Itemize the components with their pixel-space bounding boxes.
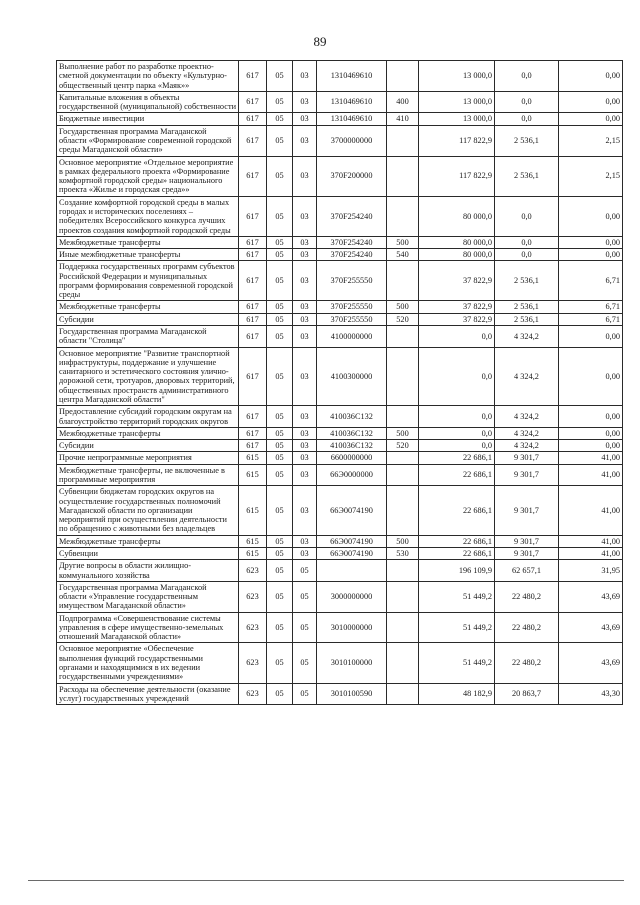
cell-vr [387, 643, 419, 683]
table-row [57, 249, 623, 261]
cell-name: Предоставление субсидий городским округам на благоустройство территорий городских округов [57, 406, 239, 428]
cell-plan: 0,0 [419, 427, 495, 439]
table-row [57, 464, 623, 486]
cell-vr: 400 [387, 91, 419, 113]
cell-adm: 615 [239, 464, 267, 486]
cell-plan: 51 449,2 [419, 643, 495, 683]
cell-rz: 05 [267, 581, 293, 612]
cell-csr: 6600000000 [317, 452, 387, 464]
cell-fact: 0,0 [495, 249, 559, 261]
cell-vr [387, 581, 419, 612]
page-number: 89 [313, 34, 327, 49]
table-row [57, 452, 623, 464]
cell-name: Межбюджетные трансферты [57, 301, 239, 313]
cell-csr: 370F200000 [317, 156, 387, 196]
cell-adm: 617 [239, 347, 267, 406]
cell-adm: 623 [239, 612, 267, 643]
cell-csr: 3010100590 [317, 683, 387, 705]
cell-vr: 540 [387, 249, 419, 261]
cell-plan: 51 449,2 [419, 612, 495, 643]
cell-adm: 617 [239, 313, 267, 325]
cell-pct: 31,95 [559, 560, 623, 582]
cell-vr [387, 156, 419, 196]
table-row [57, 486, 623, 535]
cell-name: Основное мероприятие «Отдельное мероприятие в рамках федерального проекта «Формирование комфортной городской среды» национального проекта «Жилье и городская среда»» [57, 156, 239, 196]
cell-pr: 05 [293, 581, 317, 612]
cell-csr: 410036С132 [317, 406, 387, 428]
cell-pct: 41,00 [559, 547, 623, 559]
cell-pr: 03 [293, 61, 317, 92]
cell-rz: 05 [267, 113, 293, 125]
cell-plan: 0,0 [419, 406, 495, 428]
cell-plan: 22 686,1 [419, 464, 495, 486]
cell-pct: 2,15 [559, 156, 623, 196]
cell-adm: 617 [239, 61, 267, 92]
cell-rz: 05 [267, 406, 293, 428]
table-row [57, 313, 623, 325]
table-row [57, 326, 623, 348]
table-row [57, 406, 623, 428]
cell-vr [387, 326, 419, 348]
cell-fact: 9 301,7 [495, 452, 559, 464]
cell-csr: 3000000000 [317, 581, 387, 612]
cell-vr [387, 61, 419, 92]
cell-fact: 22 480,2 [495, 643, 559, 683]
cell-pct: 2,15 [559, 125, 623, 156]
cell-rz: 05 [267, 196, 293, 236]
cell-name: Субсидии [57, 313, 239, 325]
cell-plan: 0,0 [419, 326, 495, 348]
cell-fact: 2 536,1 [495, 156, 559, 196]
table-row [57, 301, 623, 313]
cell-rz: 05 [267, 61, 293, 92]
cell-adm: 617 [239, 249, 267, 261]
cell-rz: 05 [267, 249, 293, 261]
cell-vr: 500 [387, 236, 419, 248]
cell-pr: 03 [293, 91, 317, 113]
cell-rz: 05 [267, 261, 293, 301]
table-row [57, 156, 623, 196]
cell-fact: 0,0 [495, 91, 559, 113]
cell-plan: 22 686,1 [419, 535, 495, 547]
cell-fact: 0,0 [495, 61, 559, 92]
cell-adm: 617 [239, 326, 267, 348]
cell-fact: 20 863,7 [495, 683, 559, 705]
cell-pct: 0,00 [559, 91, 623, 113]
cell-name: Другие вопросы в области жилищно-коммунального хозяйства [57, 560, 239, 582]
cell-fact: 4 324,2 [495, 440, 559, 452]
cell-vr: 520 [387, 313, 419, 325]
cell-name: Капитальные вложения в объекты государственной (муниципальной) собственности [57, 91, 239, 113]
cell-pr: 03 [293, 535, 317, 547]
cell-name: Поддержка государственных программ субъектов Российской Федерации и муниципальных программ формирования современной городской среды [57, 261, 239, 301]
cell-adm: 617 [239, 427, 267, 439]
cell-fact: 9 301,7 [495, 464, 559, 486]
cell-adm: 623 [239, 581, 267, 612]
cell-adm: 615 [239, 486, 267, 535]
cell-csr: 370F254240 [317, 196, 387, 236]
cell-name: Основное мероприятие "Развитие транспортной инфраструктуры, поддержание и улучшение санитарного и эстетического состояния улично-дорожной сети, тротуаров, дворовых территорий, общественных пространств административного центра Магаданской области" [57, 347, 239, 406]
cell-pr: 03 [293, 406, 317, 428]
cell-rz: 05 [267, 535, 293, 547]
cell-fact: 9 301,7 [495, 535, 559, 547]
table-row [57, 261, 623, 301]
cell-adm: 623 [239, 643, 267, 683]
cell-adm: 617 [239, 125, 267, 156]
cell-adm: 617 [239, 406, 267, 428]
cell-rz: 05 [267, 326, 293, 348]
cell-vr: 530 [387, 547, 419, 559]
cell-fact: 9 301,7 [495, 547, 559, 559]
cell-rz: 05 [267, 313, 293, 325]
cell-pr: 05 [293, 683, 317, 705]
cell-pr: 05 [293, 560, 317, 582]
cell-plan: 37 822,9 [419, 261, 495, 301]
cell-fact: 4 324,2 [495, 326, 559, 348]
cell-plan: 48 182,9 [419, 683, 495, 705]
cell-plan: 22 686,1 [419, 547, 495, 559]
table-row [57, 683, 623, 705]
cell-plan: 37 822,9 [419, 301, 495, 313]
cell-pct: 6,71 [559, 313, 623, 325]
cell-rz: 05 [267, 683, 293, 705]
cell-rz: 05 [267, 91, 293, 113]
cell-pr: 03 [293, 236, 317, 248]
cell-fact: 2 536,1 [495, 261, 559, 301]
cell-plan: 117 822,9 [419, 125, 495, 156]
cell-pr: 03 [293, 301, 317, 313]
cell-vr [387, 452, 419, 464]
cell-csr: 1310469610 [317, 61, 387, 92]
cell-fact: 62 657,1 [495, 560, 559, 582]
cell-name: Иные межбюджетные трансферты [57, 249, 239, 261]
cell-plan: 22 686,1 [419, 452, 495, 464]
cell-vr: 500 [387, 535, 419, 547]
cell-pct: 43,69 [559, 612, 623, 643]
cell-rz: 05 [267, 156, 293, 196]
cell-rz: 05 [267, 547, 293, 559]
cell-pct: 6,71 [559, 261, 623, 301]
cell-vr [387, 464, 419, 486]
cell-adm: 623 [239, 683, 267, 705]
cell-plan: 0,0 [419, 440, 495, 452]
cell-csr: 370F255550 [317, 301, 387, 313]
cell-fact: 2 536,1 [495, 313, 559, 325]
cell-vr [387, 196, 419, 236]
cell-name: Выполнение работ по разработке проектно-сметной документации по объекту «Культурно-общественный центр парка «Маяк»» [57, 61, 239, 92]
table-row [57, 547, 623, 559]
cell-adm: 623 [239, 560, 267, 582]
cell-vr [387, 560, 419, 582]
cell-pct: 41,00 [559, 535, 623, 547]
cell-fact: 9 301,7 [495, 486, 559, 535]
cell-name: Межбюджетные трансферты, не включенные в программные мероприятия [57, 464, 239, 486]
cell-fact: 4 324,2 [495, 347, 559, 406]
cell-name: Субсидии [57, 440, 239, 452]
table-row [57, 560, 623, 582]
cell-pr: 05 [293, 643, 317, 683]
cell-name: Подпрограмма «Совершенствование системы управления в сфере имущественно-земельных отношений Магаданской области» [57, 612, 239, 643]
table-body [57, 61, 623, 705]
cell-csr: 370F254240 [317, 249, 387, 261]
cell-adm: 617 [239, 156, 267, 196]
cell-csr: 1310469610 [317, 113, 387, 125]
cell-rz: 05 [267, 236, 293, 248]
cell-name: Межбюджетные трансферты [57, 535, 239, 547]
cell-pr: 03 [293, 196, 317, 236]
table-row [57, 427, 623, 439]
cell-csr: 66Э0074190 [317, 547, 387, 559]
cell-pr: 03 [293, 452, 317, 464]
cell-vr [387, 486, 419, 535]
cell-plan: 196 109,9 [419, 560, 495, 582]
cell-rz: 05 [267, 301, 293, 313]
cell-name: Основное мероприятие «Обеспечение выполнения функций государственными органами и находящимися в их ведении государственными учреждениями» [57, 643, 239, 683]
cell-pct: 41,00 [559, 464, 623, 486]
cell-vr [387, 612, 419, 643]
cell-fact: 22 480,2 [495, 612, 559, 643]
cell-pct: 0,00 [559, 427, 623, 439]
cell-plan: 0,0 [419, 347, 495, 406]
cell-plan: 80 000,0 [419, 236, 495, 248]
cell-pct: 6,71 [559, 301, 623, 313]
cell-plan: 37 822,9 [419, 313, 495, 325]
cell-plan: 80 000,0 [419, 249, 495, 261]
cell-adm: 615 [239, 547, 267, 559]
cell-csr: 3700000000 [317, 125, 387, 156]
budget-table [56, 60, 623, 705]
cell-name: Расходы на обеспечение деятельности (оказание услуг) государственных учреждений [57, 683, 239, 705]
cell-pr: 03 [293, 547, 317, 559]
cell-pr: 03 [293, 440, 317, 452]
cell-adm: 615 [239, 535, 267, 547]
cell-adm: 617 [239, 113, 267, 125]
table-row [57, 440, 623, 452]
cell-csr: 3010100000 [317, 643, 387, 683]
cell-csr: 370F255550 [317, 313, 387, 325]
cell-vr: 500 [387, 301, 419, 313]
cell-pr: 03 [293, 249, 317, 261]
cell-pct: 0,00 [559, 236, 623, 248]
cell-vr [387, 347, 419, 406]
cell-csr: 410036С132 [317, 427, 387, 439]
cell-plan: 51 449,2 [419, 581, 495, 612]
cell-plan: 13 000,0 [419, 91, 495, 113]
cell-fact: 2 536,1 [495, 125, 559, 156]
cell-fact: 0,0 [495, 113, 559, 125]
cell-pr: 03 [293, 326, 317, 348]
cell-plan: 13 000,0 [419, 61, 495, 92]
cell-name: Создание комфортной городской среды в малых городах и исторических поселениях – победителях Всероссийского конкурса лучших проектов создания комфортной городской среды [57, 196, 239, 236]
cell-adm: 617 [239, 301, 267, 313]
cell-pr: 03 [293, 125, 317, 156]
table-row [57, 236, 623, 248]
cell-fact: 0,0 [495, 196, 559, 236]
cell-pct: 0,00 [559, 440, 623, 452]
cell-rz: 05 [267, 452, 293, 464]
cell-rz: 05 [267, 347, 293, 406]
table-row [57, 535, 623, 547]
cell-name: Субвенции [57, 547, 239, 559]
cell-plan: 117 822,9 [419, 156, 495, 196]
cell-rz: 05 [267, 427, 293, 439]
cell-pr: 03 [293, 113, 317, 125]
cell-pct: 0,00 [559, 249, 623, 261]
cell-adm: 617 [239, 196, 267, 236]
cell-rz: 05 [267, 612, 293, 643]
cell-adm: 617 [239, 261, 267, 301]
cell-pct: 43,69 [559, 581, 623, 612]
cell-name: Прочие непрограммные мероприятия [57, 452, 239, 464]
cell-pct: 0,00 [559, 326, 623, 348]
cell-rz: 05 [267, 125, 293, 156]
cell-plan: 13 000,0 [419, 113, 495, 125]
cell-pr: 03 [293, 486, 317, 535]
cell-rz: 05 [267, 440, 293, 452]
cell-csr: 370F255550 [317, 261, 387, 301]
cell-fact: 4 324,2 [495, 427, 559, 439]
cell-vr: 520 [387, 440, 419, 452]
cell-name: Государственная программа Магаданской области "Столица" [57, 326, 239, 348]
cell-adm: 617 [239, 440, 267, 452]
cell-name: Межбюджетные трансферты [57, 427, 239, 439]
cell-csr: 3010000000 [317, 612, 387, 643]
cell-plan: 22 686,1 [419, 486, 495, 535]
cell-pct: 0,00 [559, 61, 623, 92]
cell-pct: 0,00 [559, 113, 623, 125]
cell-pct: 0,00 [559, 347, 623, 406]
cell-plan: 80 000,0 [419, 196, 495, 236]
cell-adm: 615 [239, 452, 267, 464]
cell-vr [387, 261, 419, 301]
cell-pct: 0,00 [559, 196, 623, 236]
cell-vr: 500 [387, 427, 419, 439]
cell-pr: 03 [293, 427, 317, 439]
table-row [57, 196, 623, 236]
cell-csr: 4100300000 [317, 347, 387, 406]
cell-fact: 22 480,2 [495, 581, 559, 612]
cell-csr: 410036С132 [317, 440, 387, 452]
cell-pr: 03 [293, 464, 317, 486]
cell-adm: 617 [239, 91, 267, 113]
cell-csr: 66Э0074190 [317, 486, 387, 535]
cell-csr: 66Э0074190 [317, 535, 387, 547]
table-row [57, 91, 623, 113]
cell-rz: 05 [267, 464, 293, 486]
table-row [57, 347, 623, 406]
table-row [57, 61, 623, 92]
cell-rz: 05 [267, 643, 293, 683]
table-row [57, 643, 623, 683]
cell-csr: 66Э0000000 [317, 464, 387, 486]
cell-pct: 41,00 [559, 452, 623, 464]
cell-name: Субвенции бюджетам городских округов на осуществление государственных полномочий Магаданской области по организации мероприятий при осуществлении деятельности по обращению с животными без владельцев [57, 486, 239, 535]
cell-vr [387, 683, 419, 705]
cell-csr [317, 560, 387, 582]
cell-pr: 03 [293, 261, 317, 301]
cell-fact: 0,0 [495, 236, 559, 248]
table-row [57, 581, 623, 612]
cell-name: Государственная программа Магаданской области «Формирование современной городской среды Магаданской области» [57, 125, 239, 156]
cell-csr: 1310469610 [317, 91, 387, 113]
cell-rz: 05 [267, 486, 293, 535]
cell-name: Бюджетные инвестиции [57, 113, 239, 125]
cell-pr: 03 [293, 156, 317, 196]
cell-pct: 43,69 [559, 643, 623, 683]
cell-csr: 4100000000 [317, 326, 387, 348]
cell-name: Государственная программа Магаданской области «Управление государственным имуществом Магаданской области» [57, 581, 239, 612]
table-row [57, 113, 623, 125]
cell-vr: 410 [387, 113, 419, 125]
cell-pct: 43,30 [559, 683, 623, 705]
table-row [57, 125, 623, 156]
cell-rz: 05 [267, 560, 293, 582]
cell-pct: 0,00 [559, 406, 623, 428]
cell-pr: 05 [293, 612, 317, 643]
cell-fact: 2 536,1 [495, 301, 559, 313]
footer-divider [28, 880, 624, 881]
cell-pr: 03 [293, 313, 317, 325]
cell-adm: 617 [239, 236, 267, 248]
cell-pct: 41,00 [559, 486, 623, 535]
cell-fact: 4 324,2 [495, 406, 559, 428]
cell-pr: 03 [293, 347, 317, 406]
cell-name: Межбюджетные трансферты [57, 236, 239, 248]
cell-csr: 370F254240 [317, 236, 387, 248]
table-row [57, 612, 623, 643]
cell-vr [387, 406, 419, 428]
cell-vr [387, 125, 419, 156]
